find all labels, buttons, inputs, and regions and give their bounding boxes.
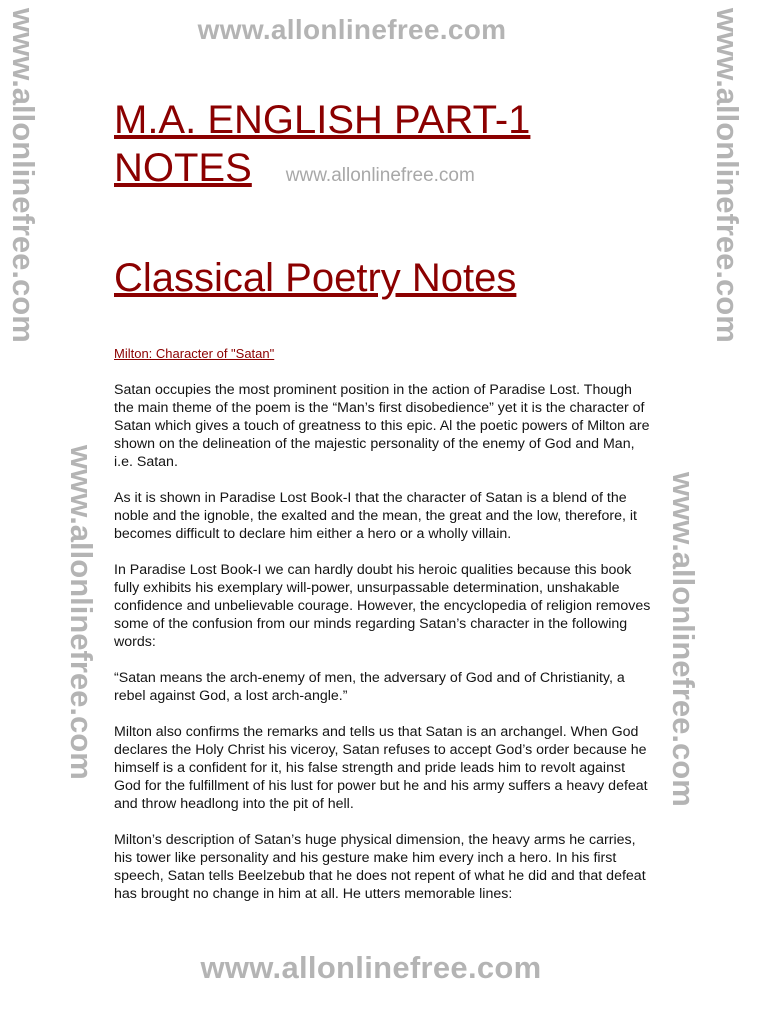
paragraph: Milton also confirms the remarks and tells us that Satan is an archangel. When God declares the Holy Christ his viceroy, Satan refuses to accept God’s order because he himself is a confident for it, his false strength and pride leads him to revolt against God for the fulfillment of his lust for power but he and his army suffers a heavy defeat and throw headlong into the pit of hell. bbox=[114, 724, 648, 812]
document-title-row2 bbox=[114, 144, 654, 192]
section-heading-link[interactable]: Milton: Character of "Satan" bbox=[114, 346, 275, 361]
watermark-right-middle: www.allonlinefree.com bbox=[666, 472, 701, 807]
watermark-left-middle: www.allonlinefree.com bbox=[64, 445, 99, 780]
watermark-top: www.allonlinefree.com bbox=[197, 14, 507, 45]
paragraph: Milton’s description of Satan’s huge physical dimension, the heavy arms he carries, his tower like personality and his gesture make him every inch a hero. In his first speech, Satan tells Beelzebub that he does not repent of what he did and that defeat has brought no change in him at all. He utters memorable lines: bbox=[114, 832, 646, 902]
document-body bbox=[114, 96, 654, 903]
watermark-left-top: www.allonlinefree.com bbox=[6, 8, 41, 343]
watermark-bottom: www.allonlinefree.com bbox=[200, 950, 542, 985]
document-subtitle: Classical Poetry Notes bbox=[114, 256, 517, 300]
document-title-line1: M.A. ENGLISH PART-1 bbox=[114, 98, 531, 142]
paragraph: Satan occupies the most prominent position in the action of Paradise Lost. Though the main theme of the poem is the “Man’s first disobedience” yet it is the character of Satan which gives a touch of greatness to this epic. Al the poetic powers of Milton are shown on the delineation of the majestic personality of the enemy of God and Man, i.e. Satan. bbox=[114, 382, 650, 470]
watermark-right-top: www.allonlinefree.com bbox=[710, 8, 745, 343]
watermark-inline: www.allonlinefree.com bbox=[285, 165, 475, 186]
paragraph: In Paradise Lost Book-I we can hardly doubt his heroic qualities because this book fully exhibits his exemplary will-power, unsurpassable determination, unshakable confidence and unbelievable courage. However, the encyclopedia of religion removes some of the confusion from our minds regarding Satan’s character in the following words: bbox=[114, 562, 651, 650]
quote-paragraph: “Satan means the arch-enemy of men, the adversary of God and of Christianity, a rebel against God, a lost arch-angle.” bbox=[114, 670, 625, 704]
document-title-line2: NOTES bbox=[114, 146, 252, 190]
paragraph: As it is shown in Paradise Lost Book-I that the character of Satan is a blend of the noble and the ignoble, the exalted and the mean, the great and the low, therefore, it becomes difficult to declare him either a hero or a wholly villain. bbox=[114, 490, 637, 542]
